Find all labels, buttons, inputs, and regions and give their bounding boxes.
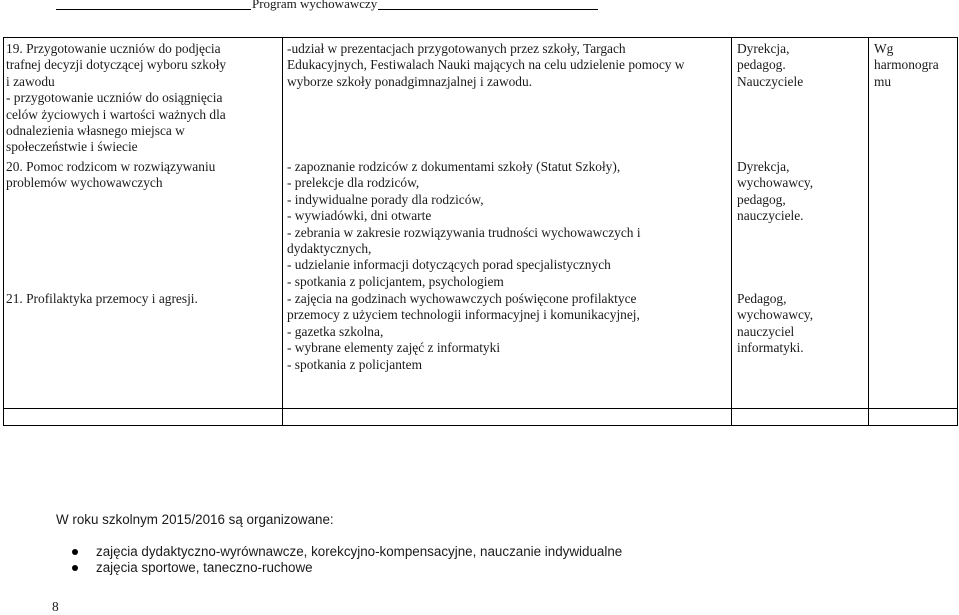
row-3-topic xyxy=(6,291,198,307)
responsible-line: Dyrekcja, xyxy=(737,41,790,56)
actions-line: - prelekcje dla rodziców, xyxy=(287,175,420,191)
activity-bullet-list xyxy=(72,544,622,576)
row-1-deadline xyxy=(874,41,939,90)
topic-line: społeczeństwie i świecie xyxy=(6,139,138,155)
responsible-line: Dyrekcja, xyxy=(737,159,790,174)
row-1-responsible xyxy=(737,41,803,90)
actions-line: -udział w prezentacjach przygotowanych przez szkoły, Targach xyxy=(287,41,626,56)
topic-line: 21. Profilaktyka przemocy i agresji. xyxy=(6,291,198,306)
actions-line: - wywiadówki, dni otwarte xyxy=(287,208,432,224)
deadline-line: harmonogra xyxy=(874,57,939,73)
table-column-divider xyxy=(868,37,869,426)
bullet-dot-icon xyxy=(72,549,78,555)
deadline-line: Wg xyxy=(874,41,894,56)
table-column-divider xyxy=(731,37,732,426)
topic-line: - przygotowanie uczniów do osiągnięcia xyxy=(6,90,223,106)
actions-line: - wybrane elementy zajęć z informatyki xyxy=(287,340,501,356)
bullet-dot-icon xyxy=(72,565,78,571)
list-item-text: zajęcia dydaktyczno-wyrównawcze, korekcyjno-kompensacyjne, nauczanie indywidualne xyxy=(96,544,623,559)
responsible-line: Nauczyciele xyxy=(737,73,804,89)
topic-line: trafnej decyzji dotyczącej wyboru szkoły xyxy=(6,57,227,73)
list-item xyxy=(72,560,622,576)
topic-line: 19. Przygotowanie uczniów do podjęcia xyxy=(6,41,221,56)
responsible-line: pedagog, xyxy=(737,191,786,207)
deadline-line: mu xyxy=(874,73,892,89)
actions-line: dydaktycznych, xyxy=(287,241,372,257)
actions-line: - indywidualne porady dla rodziców, xyxy=(287,191,484,207)
responsible-line: wychowawcy, xyxy=(737,307,814,323)
actions-line: - zapoznanie rodziców z dokumentami szkoły (Statut Szkoły), xyxy=(287,159,621,174)
table-border-right xyxy=(957,37,958,426)
actions-line: Edukacyjnych, Festiwalach Nauki mających na celu udzielenie pomocy w xyxy=(287,57,685,73)
table-row-divider xyxy=(3,408,958,409)
table-border-bottom xyxy=(3,425,958,426)
table-border-left xyxy=(3,37,4,426)
row-1-actions xyxy=(287,41,684,90)
topic-line: i zawodu xyxy=(6,73,55,89)
responsible-line: pedagog. xyxy=(737,57,786,73)
actions-line: - zajęcia na godzinach wychowawczych poświęcone profilaktyce xyxy=(287,291,637,306)
list-item-text: zajęcia sportowe, taneczno-ruchowe xyxy=(96,560,313,575)
responsible-line: wychowawcy, xyxy=(737,175,814,191)
responsible-line: informatyki. xyxy=(737,340,804,356)
topic-line: celów życiowych i wartości ważnych dla xyxy=(6,106,226,122)
row-1-topic xyxy=(6,41,226,156)
header-title: Program wychowawczy xyxy=(251,0,378,11)
actions-line: - zebrania w zakresie rozwiązywania trudności wychowawczych i xyxy=(287,224,641,240)
list-item xyxy=(72,544,622,560)
row-2-topic xyxy=(6,159,215,192)
topic-line: odnalezienia własnego miejsca w xyxy=(6,123,185,139)
actions-line: wyborze szkoły ponadgimnazjalnej i zawodu. xyxy=(287,73,533,89)
actions-line: - spotkania z policjantem, psychologiem xyxy=(287,273,504,289)
actions-line: przemocy z użyciem technologii informacyjnej i komunikacyjnej, xyxy=(287,307,640,323)
page-header xyxy=(0,0,959,14)
responsible-line: nauczyciel xyxy=(737,323,795,339)
actions-line: - udzielanie informacji dotyczących porad specjalistycznych xyxy=(287,257,611,273)
topic-line: problemów wychowawczych xyxy=(6,175,163,191)
responsible-line: nauczyciele. xyxy=(737,208,804,224)
actions-line: - gazetka szkolna, xyxy=(287,323,384,339)
row-2-actions xyxy=(287,159,641,290)
responsible-line: Pedagog, xyxy=(737,291,787,306)
table-border-top xyxy=(3,37,958,38)
row-2-responsible xyxy=(737,159,813,225)
page-number: 8 xyxy=(52,599,59,614)
program-table xyxy=(3,37,958,426)
row-3-responsible xyxy=(737,291,813,357)
school-year-note: W roku szkolnym 2015/2016 są organizowane: xyxy=(56,512,334,527)
topic-line: 20. Pomoc rodzicom w rozwiązywaniu xyxy=(6,159,216,174)
table-column-divider xyxy=(282,37,283,426)
row-3-actions xyxy=(287,291,640,373)
actions-line: - spotkania z policjantem xyxy=(287,356,422,372)
